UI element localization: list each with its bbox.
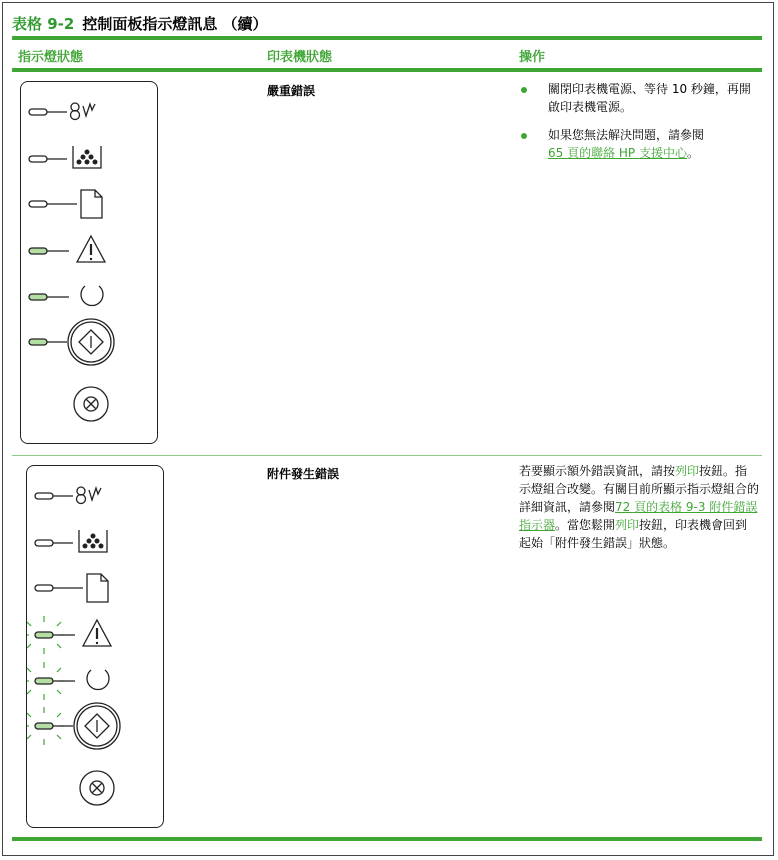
- bottom-rule: [12, 837, 762, 841]
- cancel-button-icon: [74, 387, 108, 421]
- print-keyword: 列印: [615, 518, 640, 532]
- title-rule: [12, 36, 762, 40]
- attention-icon: [77, 236, 105, 262]
- action-1-item-2-text: 如果您無法解決問題，請參閱: [548, 128, 705, 142]
- print-keyword: 列印: [675, 464, 700, 478]
- ready-led: [29, 294, 47, 300]
- toner-led: [29, 156, 47, 162]
- paper-jam-led: [35, 493, 53, 499]
- header-rule: [12, 68, 762, 72]
- action-1-item-1: 關閉印表機電源、等待 10 秒鐘，再開啟印表機電源。: [548, 82, 751, 114]
- action-2-text-2: 按鈕。指示燈組合改變。有關目前所顯示指示燈組合的詳細資訊，請參閱: [519, 464, 760, 514]
- go-button-icon: [68, 319, 114, 365]
- go-button-icon: [74, 703, 120, 749]
- cancel-button-icon: [80, 771, 114, 805]
- header-action: 操作: [519, 50, 546, 65]
- action-1-item-2-end: 。: [686, 146, 699, 160]
- table-9-3-link[interactable]: 72 頁的表格 9-3 附件錯誤指示器: [519, 500, 758, 532]
- ready-icon: [81, 286, 103, 305]
- ready-icon: [87, 670, 109, 689]
- action-2-text-4: 按鈕，印表機會回到起始「附件發生錯誤」狀態。: [519, 518, 748, 550]
- bullet-icon: [519, 85, 529, 95]
- paper-jam-icon: [71, 103, 96, 120]
- table-title: [12, 13, 268, 34]
- action-2-text-1: 若要顯示額外錯誤資訊，請按: [519, 464, 676, 478]
- paper-jam-led: [29, 109, 47, 115]
- toner-icon: [79, 530, 107, 552]
- go-led: [29, 339, 47, 345]
- action-2-text-3: 。當您鬆開: [555, 518, 616, 532]
- bullet-icon: [519, 131, 529, 141]
- header-lights: 指示燈狀態: [18, 50, 84, 65]
- control-panel-diagram-2: [26, 465, 164, 828]
- support-link[interactable]: 65 頁的聯絡 HP 支援中心: [548, 146, 687, 160]
- printer-state-2: 附件發生錯誤: [267, 467, 340, 481]
- paper-led: [35, 585, 53, 591]
- toner-led: [35, 540, 53, 546]
- table-title-text: 控制面板指示燈訊息 （續）: [82, 15, 268, 33]
- attention-led: [29, 248, 47, 254]
- table-number: 表格 9-2: [12, 15, 75, 33]
- paper-led: [29, 201, 47, 207]
- control-panel-diagram-1: [20, 81, 158, 444]
- header-printer-state: 印表機狀態: [267, 50, 333, 65]
- action-2: [519, 462, 759, 552]
- paper-icon: [81, 190, 102, 218]
- toner-icon: [73, 146, 101, 168]
- paper-jam-icon: [77, 487, 102, 504]
- action-1-item-2: [548, 126, 758, 162]
- attention-icon: [83, 620, 111, 646]
- row-divider: [12, 455, 762, 456]
- paper-icon: [87, 574, 108, 602]
- printer-state-1: 嚴重錯誤: [267, 84, 316, 98]
